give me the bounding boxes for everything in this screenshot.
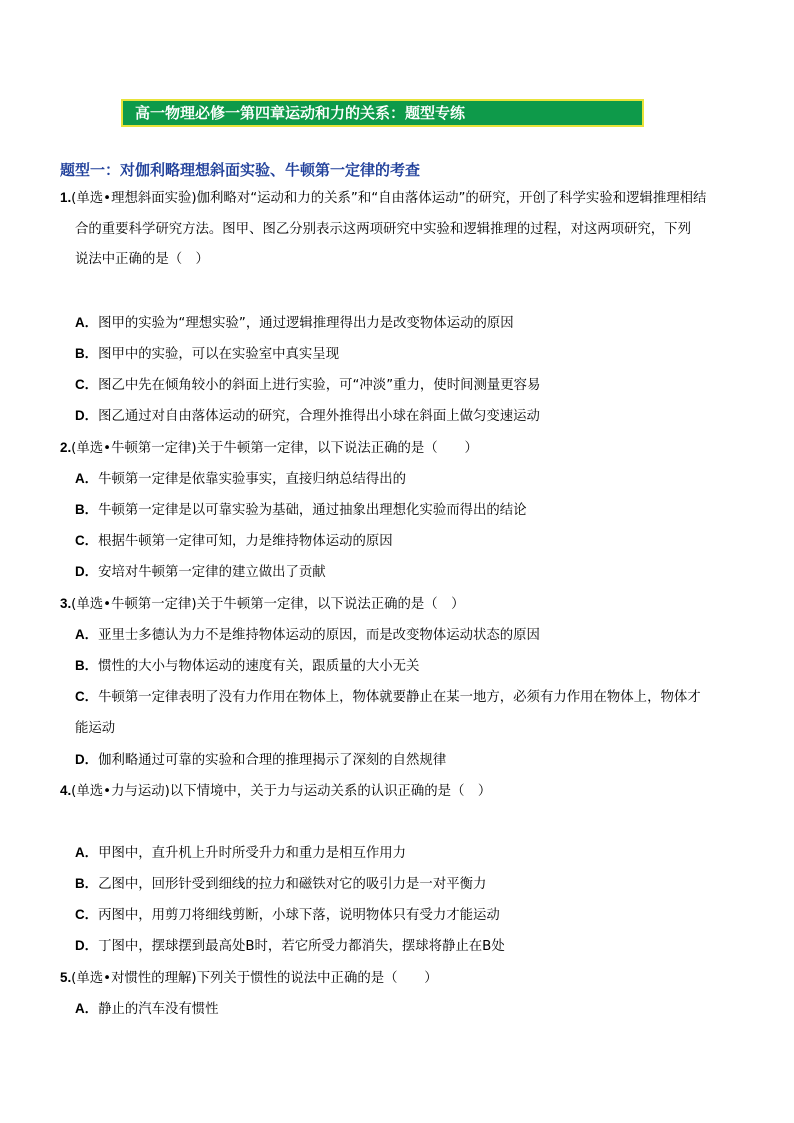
option-label: D． <box>75 564 99 579</box>
option-label: D． <box>75 752 99 767</box>
question-text: (单选•对惯性的理解)下列关于惯性的说法中正确的是（ ） <box>71 971 438 986</box>
option-text: 乙图中，回形针受到细线的拉力和磁铁对它的吸引力是一对平衡力 <box>98 877 487 892</box>
section-heading: 题型一：对伽利略理想斜面实验、牛顿第一定律的考查 <box>60 161 421 179</box>
option-label: B． <box>75 658 99 673</box>
option-text: 牛顿第一定律是以可靠实验为基础，通过抽象出理想化实验而得出的结论 <box>98 503 527 518</box>
option-b <box>75 343 339 362</box>
option-d <box>75 405 540 424</box>
option-a <box>75 998 219 1017</box>
option-a <box>75 624 540 643</box>
option-c <box>75 904 500 923</box>
option-c <box>75 686 701 705</box>
question-2 <box>60 437 478 456</box>
option-b <box>75 499 527 518</box>
option-text: 根据牛顿第一定律可知，力是维持物体运动的原因 <box>98 534 393 549</box>
question-number: 5. <box>60 970 72 985</box>
option-text: 牛顿第一定律表明了没有力作用在物体上，物体就要静止在某一地方，必须有力作用在物体上，物体才 <box>98 690 701 705</box>
option-text: 图乙通过对自由落体运动的研究，合理外推得出小球在斜面上做匀变速运动 <box>98 409 540 424</box>
option-text: 牛顿第一定律是依靠实验事实，直接归纳总结得出的 <box>98 472 407 487</box>
option-label: D． <box>75 938 99 953</box>
option-label: C． <box>75 689 99 704</box>
option-text: 丙图中，用剪刀将细线剪断，小球下落，说明物体只有受力才能运动 <box>98 908 500 923</box>
option-label: B． <box>75 346 99 361</box>
question-text: (单选•力与运动)以下情境中，关于力与运动关系的认识正确的是（ ） <box>71 784 492 799</box>
document-title-banner: 高一物理必修一第四章运动和力的关系：题型专练 <box>121 99 644 127</box>
question-text: (单选•理想斜面实验)伽利略对“运动和力的关系”和“自由落体运动”的研究，开创了科学实验和逻辑推理相结 <box>71 191 707 206</box>
option-label: A． <box>75 1001 99 1016</box>
question-text-continued: 合的重要科学研究方法。图甲、图乙分别表示这两项研究中实验和逻辑推理的过程，对这两项研究，下列 <box>75 222 691 237</box>
option-b <box>75 873 486 892</box>
question-3 <box>60 593 464 612</box>
option-text: 图甲的实验为“理想实验”，通过逻辑推理得出力是改变物体运动的原因 <box>98 316 514 331</box>
option-text: 图乙中先在倾角较小的斜面上进行实验，可“冲淡”重力，使时间测量更容易 <box>98 378 541 393</box>
option-text: 丁图中，摆球摆到最高处B时，若它所受力都消失，摆球将静止在B处 <box>98 939 505 954</box>
option-c <box>75 530 393 549</box>
option-label: A． <box>75 471 99 486</box>
option-text: 图甲中的实验，可以在实验室中真实呈现 <box>98 347 340 362</box>
option-d <box>75 561 326 580</box>
question-text: (单选•牛顿第一定律)关于牛顿第一定律，以下说法正确的是（ ） <box>71 597 465 612</box>
option-d <box>75 749 446 768</box>
option-text: 伽利略通过可靠的实验和合理的推理揭示了深刻的自然规律 <box>98 753 447 768</box>
option-text: 惯性的大小与物体运动的速度有关，跟质量的大小无关 <box>98 659 420 674</box>
option-label: D． <box>75 408 99 423</box>
option-label: C． <box>75 533 99 548</box>
question-1 <box>60 187 706 206</box>
option-b <box>75 655 419 674</box>
question-text-continued: 说法中正确的是（ ） <box>75 252 209 267</box>
question-number: 3. <box>60 596 72 611</box>
option-label: C． <box>75 907 99 922</box>
option-text: 甲图中，直升机上升时所受升力和重力是相互作用力 <box>98 846 407 861</box>
question-4 <box>60 780 491 799</box>
option-c <box>75 374 540 393</box>
option-a <box>75 842 406 861</box>
option-text: 亚里士多德认为力不是维持物体运动的原因，而是改变物体运动状态的原因 <box>98 628 540 643</box>
option-text-continued: 能运动 <box>75 721 116 736</box>
question-5 <box>60 967 438 986</box>
option-label: B． <box>75 876 99 891</box>
option-text: 静止的汽车没有惯性 <box>98 1002 219 1017</box>
option-label: C． <box>75 377 99 392</box>
option-label: A． <box>75 315 99 330</box>
question-number: 4. <box>60 783 72 798</box>
option-a <box>75 468 406 487</box>
option-label: A． <box>75 845 99 860</box>
question-number: 1. <box>60 190 72 205</box>
option-label: A． <box>75 627 99 642</box>
option-text: 安培对牛顿第一定律的建立做出了贡献 <box>98 565 326 580</box>
question-number: 2. <box>60 440 72 455</box>
option-d <box>75 935 505 954</box>
option-a <box>75 312 514 331</box>
question-text: (单选•牛顿第一定律)关于牛顿第一定律，以下说法正确的是（ ） <box>71 441 478 456</box>
option-label: B． <box>75 502 99 517</box>
